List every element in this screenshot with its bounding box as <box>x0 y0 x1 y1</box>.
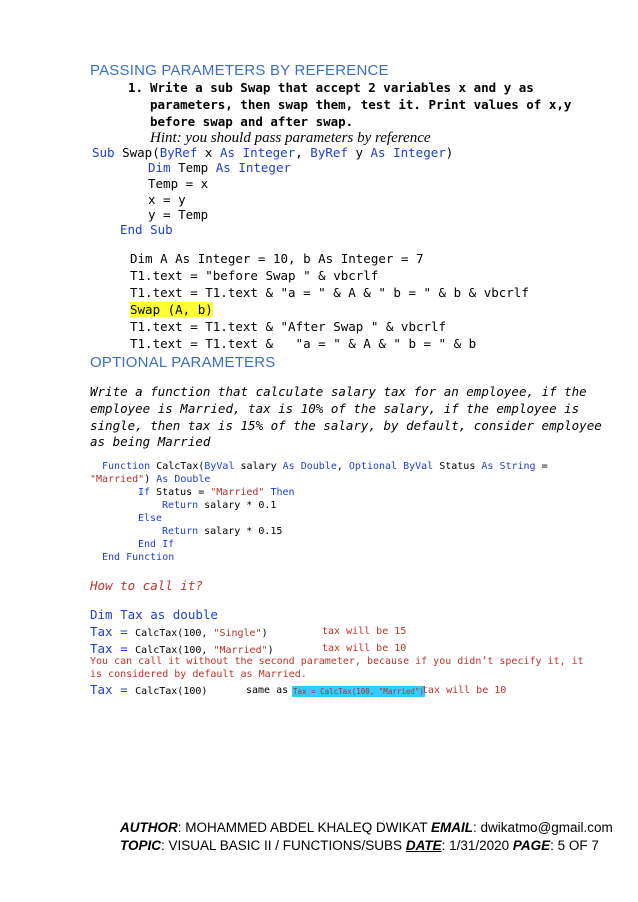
comment-tax-10: tax will be 10 <box>322 643 407 654</box>
desc-line-4: as being Married <box>90 434 211 449</box>
task-number: 1. <box>128 80 144 95</box>
desc-line-2: employee is Married, tax is 10% of the salary, if the employee is <box>90 401 580 416</box>
code-line-dim-tax: Dim Tax as double <box>90 607 218 622</box>
usage-line-married: Tax = CalcTax(100, "Married") <box>90 641 274 656</box>
section-heading-by-reference: PASSING PARAMETERS BY REFERENCE <box>90 62 389 79</box>
code-line-x-y: x = y <box>148 192 186 207</box>
code-line-function-default: "Married") As Double <box>90 474 211 485</box>
code-line-dim-a: Dim A As Integer = 10, b As Integer = 7 <box>130 251 424 266</box>
task-line-3: before swap and after swap. <box>150 114 354 129</box>
code-line-print-values: T1.text = T1.text & "a = " & A & " b = " & b & vbcrlf <box>130 285 529 300</box>
code-line-end-if: End If <box>138 539 175 550</box>
task-line-1: Write a sub Swap that accept 2 variables x and y as <box>150 80 534 95</box>
comment-tax-10-default: tax will be 10 <box>422 685 507 696</box>
same-as-label: same as <box>246 685 289 696</box>
highlighted-equivalent-call: Tax = CalcTax(100, "Married") <box>293 687 424 696</box>
code-line-else: Else <box>138 513 163 524</box>
code-line-before-swap: T1.text = "before Swap " & vbcrlf <box>130 268 379 283</box>
code-line-end-sub: End Sub <box>120 222 173 237</box>
desc-line-1: Write a function that calculate salary tax for an employee, if the <box>90 384 587 399</box>
footer-topic-line: TOPIC: VISUAL BASIC II / FUNCTIONS/SUBS DATE: 1/31/2020 PAGE: 5 OF 7 <box>120 838 599 853</box>
section-heading-optional: OPTIONAL PARAMETERS <box>90 354 276 371</box>
hint-text: Hint: you should pass parameters by reference <box>150 130 431 146</box>
note-line-2: is considered by default as Married. <box>90 669 307 680</box>
code-line-dim-temp: Dim Temp As Integer <box>148 160 292 175</box>
code-line-return-01: Return salary * 0.1 <box>162 500 277 511</box>
code-line-after-swap: T1.text = T1.text & "After Swap " & vbcrlf <box>130 319 447 334</box>
code-line-y-temp: y = Temp <box>148 207 209 222</box>
comment-tax-15: tax will be 15 <box>322 626 407 637</box>
code-line-return-015: Return salary * 0.15 <box>162 526 283 537</box>
code-line-function-calctax: Function CalcTax(ByVal salary As Double, Optional ByVal Status As String = <box>102 461 548 472</box>
code-line-end-function: End Function <box>102 552 175 563</box>
code-line-if-status: If Status = "Married" Then <box>138 487 295 498</box>
footer-author-line: AUTHOR: MOHAMMED ABDEL KHALEQ DWIKAT EMAIL: dwikatmo@gmail.com <box>120 820 613 835</box>
how-to-call-heading: How to call it? <box>90 578 203 593</box>
usage-line-single: Tax = CalcTax(100, "Single") <box>90 624 268 639</box>
desc-line-3: single, then tax is 15% of the salary, by default, consider employee <box>90 418 602 433</box>
task-line-2: parameters, then swap them, test it. Print values of x,y <box>150 97 572 112</box>
usage-line-default: Tax = CalcTax(100) <box>90 682 208 697</box>
code-line-temp-x: Temp = x <box>148 176 209 191</box>
code-line-swap-call: Swap (A, b) <box>130 302 213 317</box>
code-line-print-values-2: T1.text = T1.text & "a = " & A & " b = " & b <box>130 336 477 351</box>
note-line-1: You can call it without the second parameter, because if you didn’t specify it, it <box>90 656 584 667</box>
code-line-sub-swap: Sub Swap(ByRef x As Integer, ByRef y As Integer) <box>92 145 454 160</box>
